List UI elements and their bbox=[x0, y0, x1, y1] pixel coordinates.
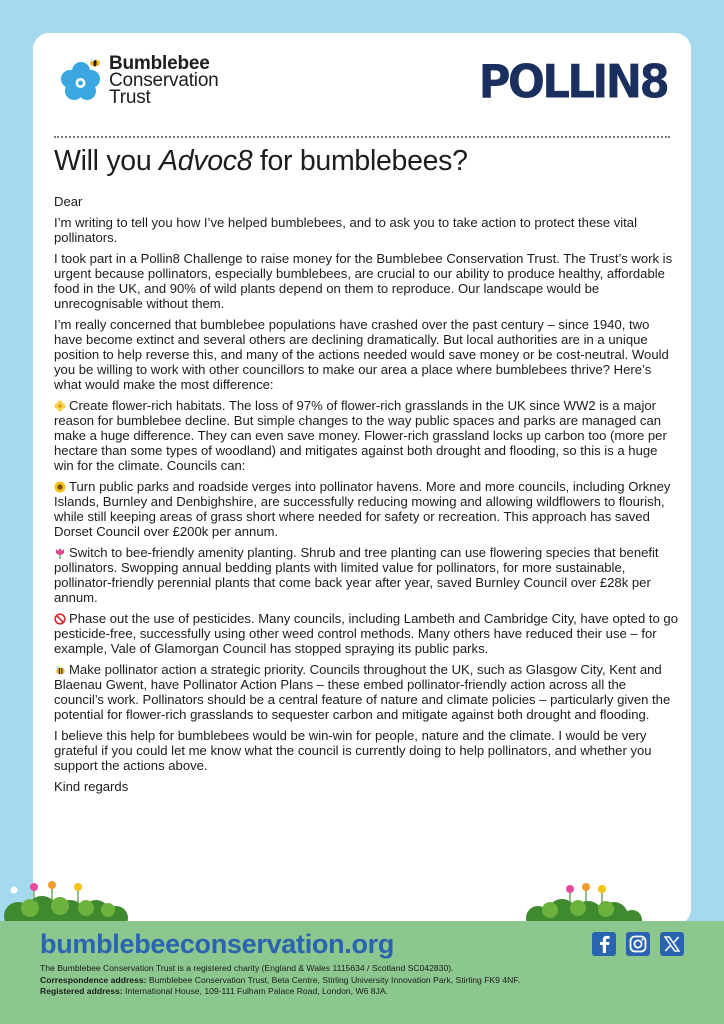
title-suffix: for bumblebees? bbox=[252, 145, 468, 177]
action-item bbox=[54, 662, 678, 722]
paragraph-challenge: I took part in a Pollin8 Challenge to raise money for the Bumblebee Conservation Trust. The Trust’s work is urgent because pollinators, especially bumblebees, are crucial to our ability to produce healthy, affordable food in the UK, and 90% of wild plants depend on them to reproduce. Our landscape would be unrecognisable without them. bbox=[54, 251, 673, 311]
page-title bbox=[54, 145, 468, 178]
website-link[interactable]: bumblebeeconservation.org bbox=[40, 929, 395, 959]
dotted-divider bbox=[54, 136, 670, 138]
signoff: Kind regards bbox=[54, 779, 129, 794]
social-links bbox=[582, 932, 684, 956]
action-text: Create flower-rich habitats. The loss of 97% of flower-rich grasslands in the UK since WW2 is a major reason for bumblebee decline. But simple changes to the way public spaces and parks are managed can make a huge difference. They can even save money. Flower-rich grassland locks up carbon too (more per hectare than some types of woodland) and mitigates against both drought and flooding, so this is a huge win for the climate. Councils can: bbox=[54, 398, 667, 473]
correspondence-address: Correspondence address: Bumblebee Conservation Trust, Beta Centre, Stirling University Innovation Park, Stirling FK9 4NF. bbox=[40, 974, 521, 985]
flower-icon bbox=[54, 400, 66, 412]
title-prefix: Will you bbox=[54, 145, 159, 177]
instagram-icon[interactable] bbox=[626, 932, 650, 956]
action-item bbox=[54, 611, 678, 656]
action-text: Phase out the use of pesticides. Many councils, including Lambeth and Cambridge City, have opted to go pesticide-free, successfully using other weed control methods. Many others have reduced their use – for example, Vale of Glamorgan Council has stopped spraying its public parks. bbox=[54, 611, 678, 656]
paragraph-intro: I’m writing to tell you how I’ve helped bumblebees, and to ask you to take action to protect these vital pollinators. bbox=[54, 215, 637, 245]
facebook-icon[interactable] bbox=[592, 932, 616, 956]
action-text: Make pollinator action a strategic priority. Councils throughout the UK, such as Glasgow City, Kent and Blaenau Gwent, have Pollinator Action Plans – these embed pollinator-friendly action across all the council’s work. Pollinators should be a central feature of nature and climate policies – particularly given the potential for flower-rich grasslands to sequester carbon and mitigate against both drought and flooding. bbox=[54, 662, 671, 722]
action-item bbox=[54, 479, 678, 539]
tulip-icon bbox=[54, 547, 66, 559]
flower-logo-icon bbox=[57, 57, 105, 105]
footer-fine-print bbox=[40, 963, 520, 998]
sunflower-icon bbox=[54, 481, 66, 493]
footer bbox=[0, 921, 724, 1024]
logo-line-1: Bumblebee bbox=[109, 53, 210, 74]
charity-line: The Bumblebee Conservation Trust is a registered charity (England & Wales 1115634 / Scotland SC042830). bbox=[40, 963, 454, 973]
action-item bbox=[54, 545, 678, 605]
logo-line-2: Conservation bbox=[109, 70, 219, 91]
pollin8-logo: POLLIN8 bbox=[478, 55, 667, 110]
logo-line-3: Trust bbox=[109, 87, 151, 108]
action-text: Switch to bee-friendly amenity planting. Shrub and tree planting can use flowering species that benefit pollinators. Swopping annual bedding plants with limited value for pollinators, for more sustainable, pollinator-friendly perennial plants that come back year after year, saved Burnley Council over £28k per annum. bbox=[54, 545, 659, 605]
letter-body bbox=[54, 194, 678, 800]
action-item bbox=[54, 398, 678, 473]
bee-icon bbox=[54, 664, 66, 676]
prohibited-icon bbox=[54, 613, 66, 625]
letter-card bbox=[33, 33, 691, 925]
action-text: Turn public parks and roadside verges into pollinator havens. More and more councils, including Orkney Islands, Burnley and Denbighshire, are successfully reducing mowing and allowing wildflowers to flourish, while still keeping areas of grass short where needed for safety or recreation. This approach has saved Dorset Council over £200k per annum. bbox=[54, 479, 671, 539]
x-icon[interactable] bbox=[660, 932, 684, 956]
paragraph-closing: I believe this help for bumblebees would be win-win for people, nature and the climate. I would be very grateful if you could let me know what the council is currently doing to help pollinators, and whether you support the actions above. bbox=[54, 728, 652, 773]
title-emphasis: Advoc8 bbox=[158, 145, 253, 177]
paragraph-concern: I’m really concerned that bumblebee populations have crashed over the past century – since 1940, two have become extinct and several others are declining dramatically. But local authorities are in a unique position to help reverse this, and many of the actions needed would save money or be cost-neutral. Would you be willing to work with other councillors to make our area a place where bumblebees thrive? Here’s what would make the most difference: bbox=[54, 317, 669, 392]
salutation: Dear bbox=[54, 194, 83, 209]
registered-address: Registered address: International House, 109-111 Fulham Palace Road, London, W6 8JA. bbox=[40, 986, 388, 996]
bumblebee-trust-logo bbox=[57, 55, 219, 106]
